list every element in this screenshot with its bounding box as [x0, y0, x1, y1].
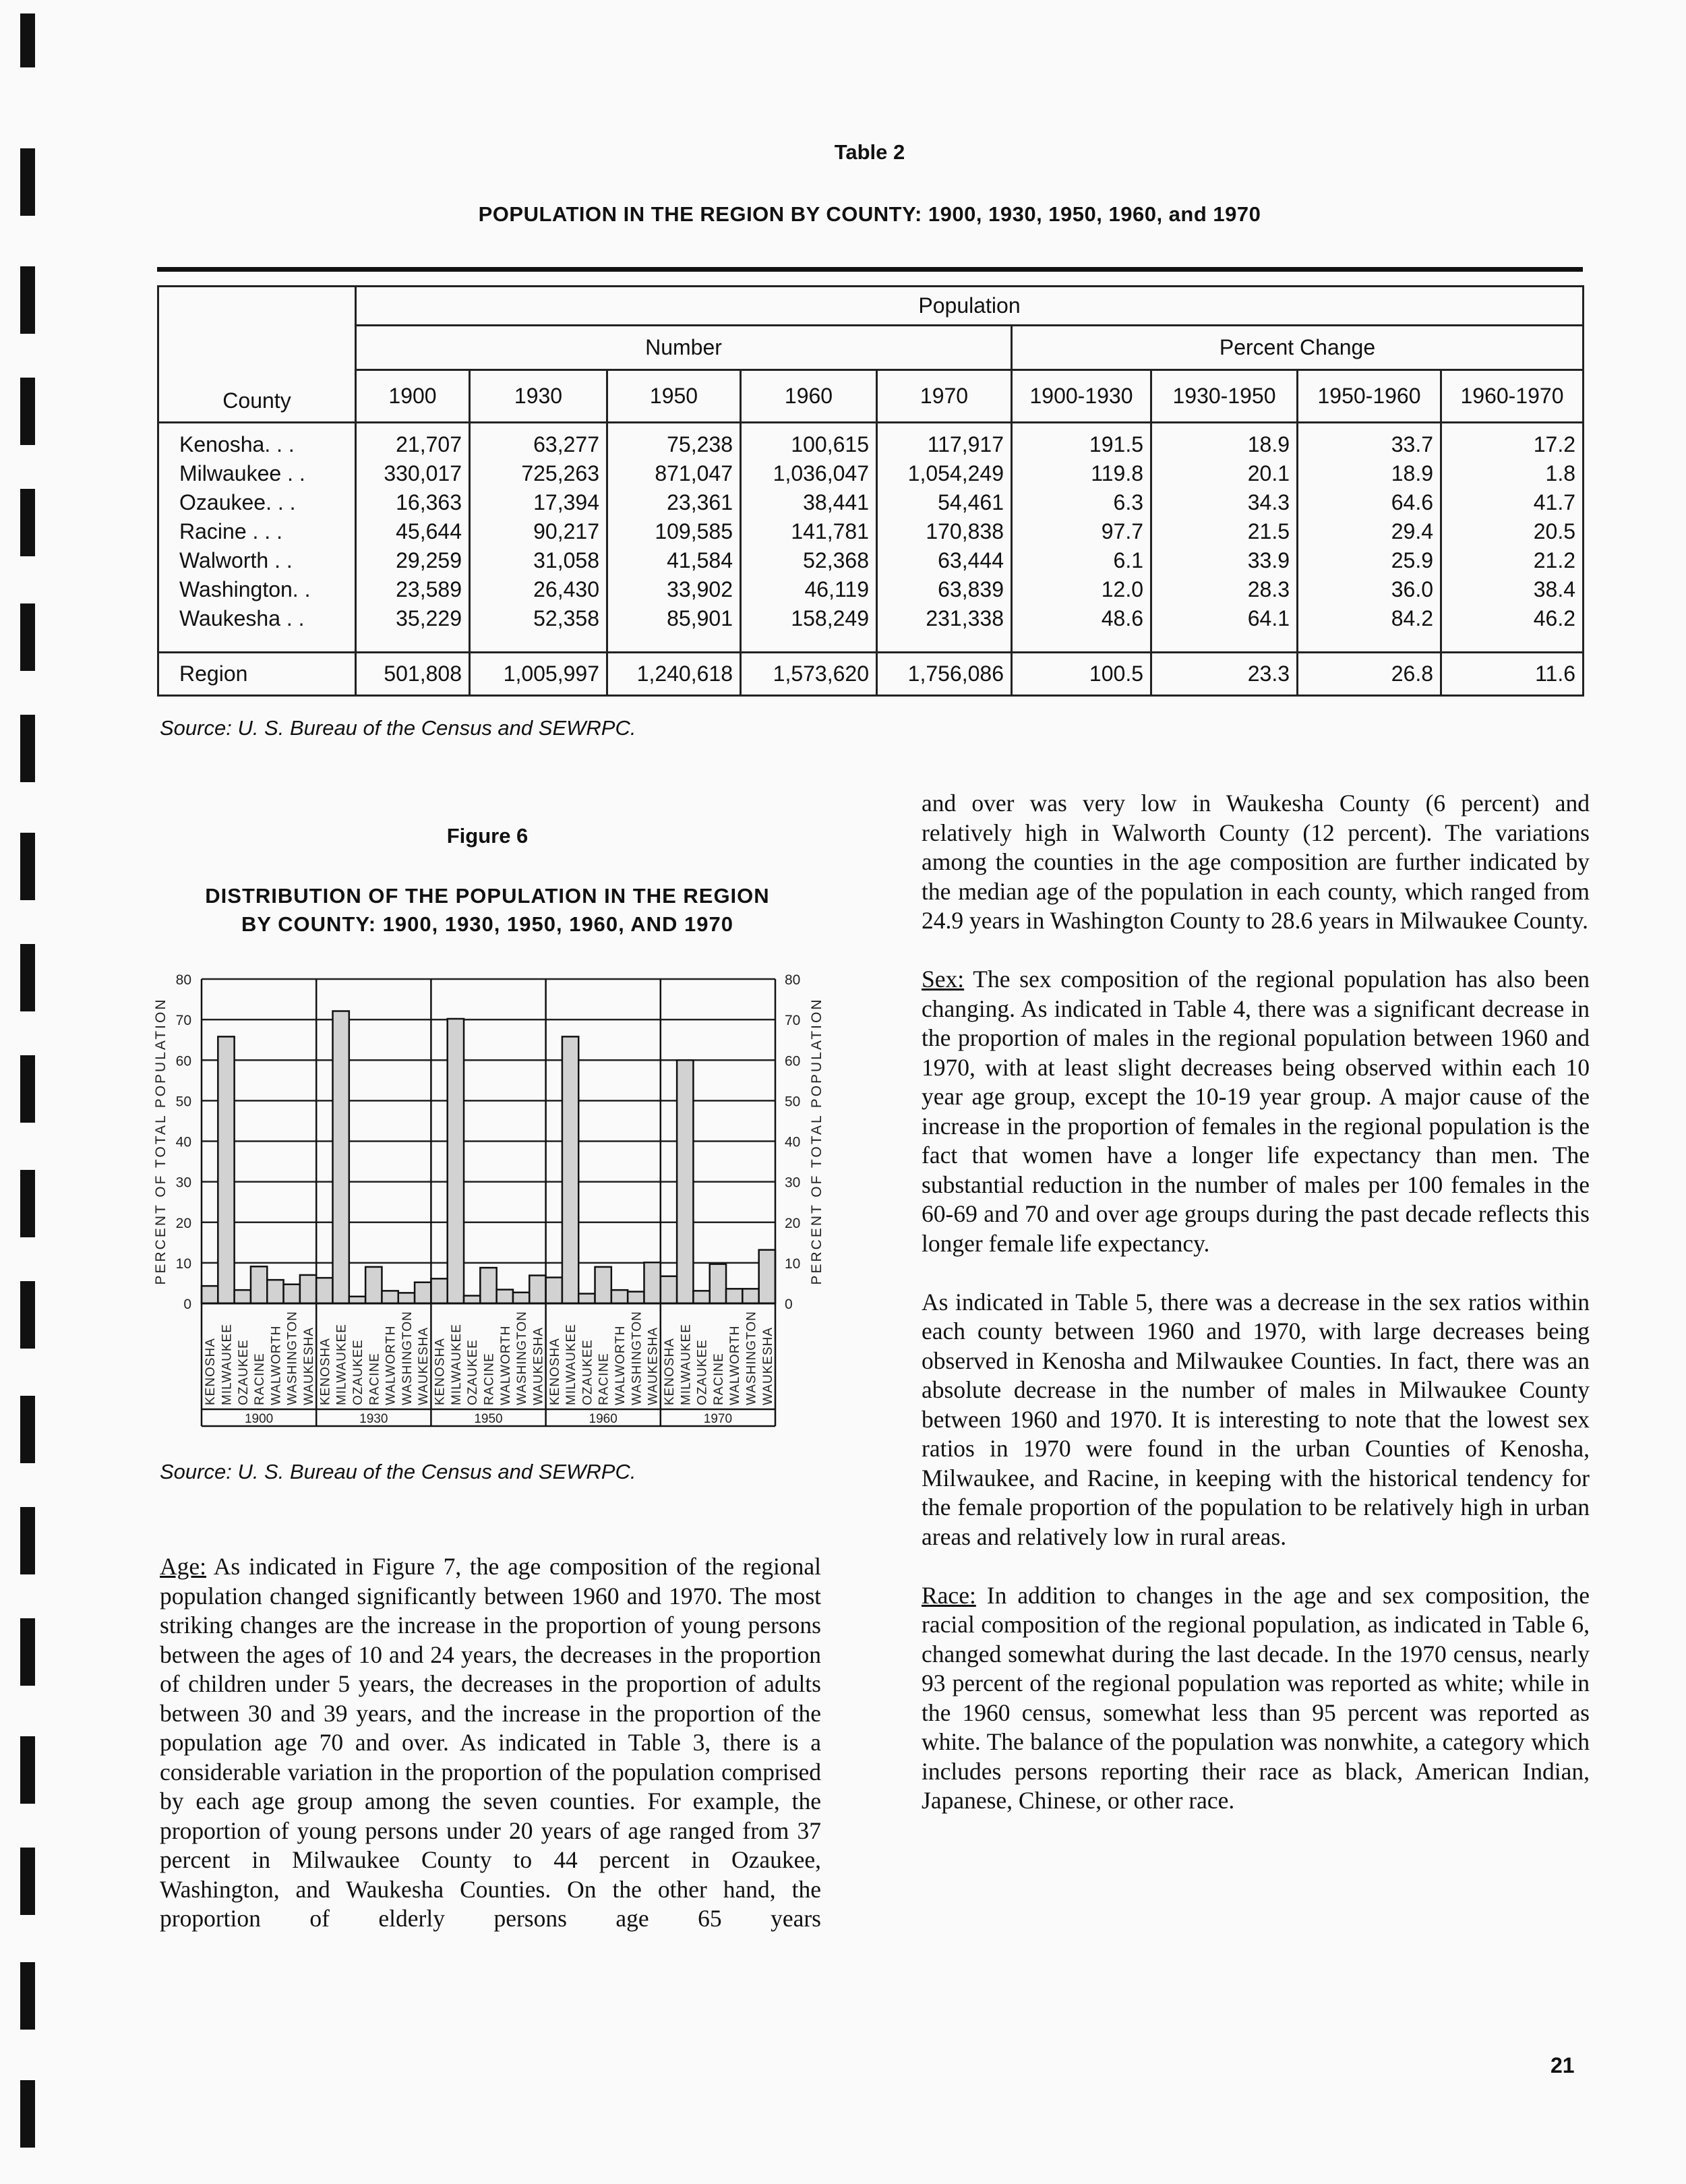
figure-title-line1: DISTRIBUTION OF THE POPULATION IN THE REGION	[205, 884, 770, 908]
category-label: KENOSHA	[204, 1338, 218, 1405]
header-percent-change: Percent Change	[1012, 326, 1584, 370]
group-year-label: 1930	[359, 1412, 388, 1426]
table-cell: Milwaukee . .	[179, 461, 305, 485]
category-label: WALWORTH	[384, 1325, 398, 1405]
table-cell: 23.3	[1151, 653, 1298, 696]
table-caption: Table 2	[834, 140, 905, 164]
bar	[300, 1275, 316, 1303]
race-paragraph: In addition to changes in the age and sex composition, the racial composition of the regional population, as indicated in Table 6, changed somewhat during the last decade. In the 1970 census, nearly 93 percent of the regional population was reported as white; while in the 1960 census, somewhat less than 95 percent was reported as white. The balance of the population was nonwhite, a category which includes persons reporting their race as black, American Indian, Japanese, Chinese, or other race.	[922, 1581, 1590, 1814]
table-cell: 33.9	[1247, 548, 1290, 572]
bar	[497, 1290, 513, 1303]
sex-heading: Sex:	[922, 966, 965, 993]
category-label: OZAUKEE	[351, 1339, 365, 1405]
header-year: 1960	[741, 370, 877, 423]
race-heading: Race:	[922, 1581, 976, 1609]
table-cell: 20.5	[1533, 519, 1575, 543]
category-label: RACINE	[367, 1353, 382, 1405]
header-year: 1900	[356, 370, 470, 423]
age-paragraph-continued: and over was very low in Waukesha County (6 percent) and relatively high in Walworth County (12 percent). The variations among the counties in the age composition are further indicated by the median age of the population in each county, which ranged from 24.9 years in Washington County to 28.6 years in Milwaukee County.	[922, 790, 1590, 934]
binding-hole	[20, 1618, 35, 1686]
y-axis-label: PERCENT OF TOTAL POPULATION	[153, 997, 169, 1285]
header-period: 1950-1960	[1298, 370, 1441, 423]
bar	[611, 1290, 628, 1303]
table-cell: 170,838	[926, 519, 1004, 543]
y-tick-label-right: 10	[785, 1256, 801, 1272]
y-axis-label-right: PERCENT OF TOTAL POPULATION	[809, 997, 824, 1285]
bar	[333, 1011, 349, 1303]
bar	[693, 1291, 709, 1303]
category-label: WALWORTH	[498, 1325, 513, 1405]
table-cell: 1,036,047	[773, 461, 869, 485]
binding-hole	[20, 715, 35, 782]
bar	[562, 1036, 578, 1303]
region-row	[158, 653, 1584, 696]
category-label: MILWAUKEE	[449, 1324, 464, 1405]
category-label: WASHINGTON	[400, 1311, 415, 1405]
table-cell: 29.4	[1391, 519, 1433, 543]
category-label: WAUKESHA	[646, 1326, 661, 1405]
number-column	[607, 423, 741, 653]
binding-hole	[20, 266, 35, 334]
table-cell: 35,229	[396, 606, 462, 630]
bar	[415, 1282, 431, 1303]
bar	[382, 1291, 398, 1303]
bar	[431, 1278, 447, 1303]
binding-hole	[20, 1281, 35, 1349]
table-cell: 63,444	[938, 548, 1004, 572]
table-cell: 23,589	[396, 577, 462, 601]
table-cell: 6.3	[1113, 490, 1143, 514]
table-cell: 64.6	[1391, 490, 1433, 514]
bar	[218, 1036, 234, 1303]
bar	[251, 1266, 267, 1303]
table-cell: 45,644	[396, 519, 462, 543]
table-cell: 871,047	[655, 461, 733, 485]
category-label: MILWAUKEE	[220, 1324, 235, 1405]
county-rows	[158, 423, 1584, 653]
category-label: RACINE	[482, 1353, 497, 1405]
binding-hole	[20, 1848, 35, 1915]
bar	[742, 1289, 758, 1303]
bar	[316, 1278, 332, 1303]
table-cell: 1,573,620	[741, 653, 877, 696]
table-cell: 38,441	[803, 490, 869, 514]
figure-title-line2: BY COUNTY: 1900, 1930, 1950, 1960, AND 1970	[241, 912, 733, 936]
y-tick-label: 60	[175, 1053, 191, 1069]
table-cell: 63,839	[938, 577, 1004, 601]
y-tick-label: 50	[175, 1094, 191, 1110]
y-tick-label: 70	[175, 1013, 191, 1029]
y-tick-label-right: 20	[785, 1215, 801, 1231]
category-label: KENOSHA	[662, 1338, 677, 1405]
binding-hole	[20, 1055, 35, 1123]
table-cell: 75,238	[667, 432, 733, 456]
table-cell: 52,358	[533, 606, 599, 630]
table-cell: Region	[158, 653, 356, 696]
header-year: 1930	[470, 370, 607, 423]
change-column	[1441, 423, 1584, 653]
table-cell: 29,259	[396, 548, 462, 572]
table-cell: 48.6	[1101, 606, 1143, 630]
category-label: RACINE	[597, 1353, 611, 1405]
number-column	[470, 423, 607, 653]
y-tick-label-right: 60	[785, 1053, 801, 1069]
header-county: County	[158, 287, 356, 423]
bar	[513, 1293, 529, 1303]
age-heading: Age:	[160, 1553, 207, 1580]
table-cell: 17.2	[1533, 432, 1575, 456]
table-cell: 63,277	[533, 432, 599, 456]
population-table	[157, 285, 1584, 697]
table-cell: 28.3	[1247, 577, 1290, 601]
table-cell: 54,461	[938, 490, 1004, 514]
binding-hole	[20, 1396, 35, 1463]
y-tick-label: 40	[175, 1134, 191, 1150]
category-label: WAUKESHA	[531, 1326, 546, 1405]
binding-hole	[20, 1736, 35, 1804]
table-cell: 501,808	[356, 653, 470, 696]
binding-hole	[20, 833, 35, 900]
category-label: OZAUKEE	[236, 1339, 251, 1405]
bar	[349, 1297, 365, 1303]
table-cell: 97.7	[1101, 519, 1143, 543]
left-column	[160, 1552, 821, 1963]
bar	[448, 1019, 464, 1303]
table-cell: 38.4	[1533, 577, 1575, 601]
table-title: POPULATION IN THE REGION BY COUNTY: 1900, 1930, 1950, 1960, and 1970	[478, 202, 1261, 226]
y-tick-label-right: 80	[785, 972, 801, 988]
number-column	[356, 423, 470, 653]
bar	[267, 1280, 283, 1303]
header-year: 1970	[877, 370, 1012, 423]
category-label: WAUKESHA	[417, 1326, 431, 1405]
table-cell: 90,217	[533, 519, 599, 543]
category-label: WALWORTH	[728, 1325, 743, 1405]
bar	[759, 1250, 775, 1303]
category-label: RACINE	[711, 1353, 726, 1405]
table-cell: 1,054,249	[907, 461, 1004, 485]
table-cell: Washington. .	[179, 577, 311, 601]
table-cell: 117,917	[927, 432, 1004, 456]
category-label: KENOSHA	[433, 1338, 448, 1405]
bar	[628, 1292, 644, 1303]
table-cell: 52,368	[803, 548, 869, 572]
table-cell: 1,240,618	[607, 653, 741, 696]
table-cell: 46,119	[804, 577, 869, 601]
table-cell: Racine . . .	[179, 519, 282, 543]
county-column	[158, 423, 356, 653]
y-tick-label-right: 30	[785, 1175, 801, 1191]
category-label: WASHINGTON	[744, 1311, 759, 1405]
category-label: KENOSHA	[318, 1338, 333, 1405]
bar	[529, 1276, 545, 1303]
category-label: WALWORTH	[269, 1325, 284, 1405]
table-cell: 25.9	[1391, 548, 1433, 572]
category-label: WAUKESHA	[302, 1326, 317, 1405]
category-label: MILWAUKEE	[564, 1324, 579, 1405]
table-rule	[157, 267, 1583, 272]
bar	[710, 1264, 726, 1303]
header-year: 1950	[607, 370, 741, 423]
table-cell: 84.2	[1391, 606, 1433, 630]
table-cell: 1.8	[1545, 461, 1575, 485]
bar	[578, 1294, 595, 1303]
bar	[235, 1290, 251, 1303]
change-column	[1012, 423, 1151, 653]
binding-hole	[20, 2080, 35, 2148]
binding-hole	[20, 13, 35, 67]
bar	[464, 1296, 480, 1303]
header-number: Number	[356, 326, 1012, 370]
binding-hole	[20, 489, 35, 556]
category-label: WASHINGTON	[285, 1311, 300, 1405]
category-label: KENOSHA	[547, 1338, 562, 1405]
y-tick-label: 80	[175, 972, 191, 988]
table-cell: 34.3	[1247, 490, 1290, 514]
bar	[284, 1285, 300, 1303]
table-cell: 33.7	[1391, 432, 1433, 456]
group-year-label: 1900	[244, 1412, 274, 1426]
table-cell: 26.8	[1298, 653, 1441, 696]
table-cell: 1,005,997	[470, 653, 607, 696]
table-cell: 46.2	[1533, 606, 1575, 630]
change-column	[1151, 423, 1298, 653]
table-source: Source: U. S. Bureau of the Census and SEWRPC.	[160, 716, 636, 740]
right-column	[922, 789, 1590, 1845]
page-number: 21	[1550, 2053, 1575, 2077]
table-cell: 41,584	[667, 548, 733, 572]
binding-hole	[20, 603, 35, 671]
category-label: WALWORTH	[613, 1325, 628, 1405]
y-tick-label: 0	[183, 1297, 191, 1312]
change-column	[1298, 423, 1441, 653]
number-column	[877, 423, 1012, 653]
table-cell: 21.5	[1247, 519, 1290, 543]
table-cell: 23,361	[667, 490, 733, 514]
table-cell: 191.5	[1089, 432, 1143, 456]
bar	[677, 1060, 693, 1303]
y-tick-label: 20	[175, 1215, 191, 1231]
category-label: OZAUKEE	[580, 1339, 595, 1405]
figure-source: Source: U. S. Bureau of the Census and SEWRPC.	[160, 1460, 636, 1483]
table-cell: 119.8	[1091, 461, 1143, 485]
bar	[546, 1278, 562, 1303]
table-cell: Ozaukee. . .	[179, 490, 296, 514]
table-cell: 33,902	[667, 577, 733, 601]
y-tick-label-right: 50	[785, 1094, 801, 1110]
table-cell: 100.5	[1012, 653, 1151, 696]
binding-hole	[20, 1170, 35, 1237]
table-cell: 330,017	[384, 461, 462, 485]
table-cell: 18.9	[1391, 461, 1433, 485]
y-tick-label-right: 40	[785, 1134, 801, 1150]
table-cell: 725,263	[521, 461, 599, 485]
category-label: WASHINGTON	[630, 1311, 644, 1405]
population-distribution-chart	[135, 957, 849, 1443]
group-year-label: 1960	[589, 1412, 618, 1426]
table-cell: 36.0	[1391, 577, 1433, 601]
table-cell: 1,756,086	[877, 653, 1012, 696]
header-period: 1960-1970	[1441, 370, 1584, 423]
category-label: MILWAUKEE	[679, 1324, 694, 1405]
y-tick-label: 30	[175, 1175, 191, 1191]
table-cell: 6.1	[1113, 548, 1143, 572]
table-cell: Waukesha . .	[179, 606, 305, 630]
binding-hole	[20, 944, 35, 1011]
binding-hole	[20, 1507, 35, 1574]
table-cell: 158,249	[791, 606, 869, 630]
figure-title	[150, 882, 824, 939]
table-cell: 18.9	[1247, 432, 1290, 456]
binding-hole	[20, 1962, 35, 2030]
category-label: RACINE	[253, 1353, 268, 1405]
table-cell: 20.1	[1247, 461, 1290, 485]
category-label: OZAUKEE	[466, 1339, 481, 1405]
figure-caption: Figure 6	[446, 824, 529, 848]
table-cell: 31,058	[533, 548, 599, 572]
table-cell: Walworth . .	[179, 548, 293, 572]
bar	[726, 1289, 742, 1303]
table-cell: 141,781	[791, 519, 869, 543]
table-cell: 21,707	[396, 432, 462, 456]
table-cell: 231,338	[926, 606, 1004, 630]
table-cell: 21.2	[1533, 548, 1575, 572]
bar	[202, 1286, 218, 1303]
header-period: 1900-1930	[1012, 370, 1151, 423]
table-cell: 109,585	[655, 519, 733, 543]
bar	[661, 1276, 677, 1303]
bar	[365, 1267, 382, 1303]
table-cell: 26,430	[533, 577, 599, 601]
y-tick-label-right: 0	[785, 1297, 793, 1312]
sex-paragraph: The sex composition of the regional population has also been changing. As indicated in Table 4, there was a significant decrease in the proportion of males in the regional population between 1960 and 1970, with at least slight decreases being observed within each 10 year age group, except the 10-19 year group. A major cause of the increase in the proportion of females in the regional population is the fact that women have a longer life expectancy than men. The substantial reduction in the number of males per 100 females in the 60-69 and 70 and over age groups during the past decade reflects this longer female life expectancy.	[922, 966, 1590, 1257]
table-cell: 100,615	[791, 432, 869, 456]
number-column	[741, 423, 877, 653]
bar	[595, 1267, 611, 1303]
table-cell: 16,363	[396, 490, 462, 514]
bar	[398, 1293, 415, 1303]
table-cell: 11.6	[1441, 653, 1584, 696]
header-period: 1930-1950	[1151, 370, 1298, 423]
bar	[480, 1268, 496, 1303]
category-label: WAUKESHA	[760, 1326, 775, 1405]
table-cell: 17,394	[533, 490, 599, 514]
table-cell: 41.7	[1533, 490, 1575, 514]
category-label: OZAUKEE	[695, 1339, 710, 1405]
group-year-label: 1950	[474, 1412, 503, 1426]
bar	[644, 1262, 660, 1303]
table-cell: Kenosha. . .	[179, 432, 295, 456]
table-cell: 64.1	[1247, 606, 1290, 630]
binding-hole	[20, 378, 35, 445]
age-paragraph: As indicated in Figure 7, the age composition of the regional population changed significantly between 1960 and 1970. The most striking changes are the increase in the proportion of young persons between the ages of 10 and 24 years, the decreases in the proportion of children under 5 years, the decreases in the proportion of adults between 30 and 39 years, and the increase in the proportion of the population age 70 and over. As indicated in Table 3, there is a considerable variation in the proportion of the population comprised by each age group among the seven counties. For example, the proportion of young persons under 20 years of age ranged from 37 percent in Milwaukee County to 44 percent in Ozaukee, Washington, and Waukesha Counties. On the other hand, the proportion of elderly persons age 65 years	[160, 1553, 821, 1932]
table-cell: 85,901	[667, 606, 733, 630]
category-label: WASHINGTON	[515, 1311, 530, 1405]
sex-ratio-paragraph: As indicated in Table 5, there was a decrease in the sex ratios within each county between 1960 and 1970, with large decreases being observed in Kenosha and Milwaukee Counties. In fact, there was an absolute decrease in the number of males in Milwaukee County between 1960 and 1970. It is interesting to note that the lowest sex ratios in 1970 were found in the urban Counties of Kenosha, Milwaukee, and Racine, in keeping with the historical tendency for the female proportion of the population to be relatively high in urban areas and relatively low in rural areas.	[922, 1288, 1590, 1550]
y-tick-label-right: 70	[785, 1013, 801, 1029]
category-label: MILWAUKEE	[334, 1324, 349, 1405]
table-cell: 12.0	[1101, 577, 1143, 601]
header-population: Population	[356, 287, 1584, 326]
group-year-label: 1970	[703, 1412, 733, 1426]
y-tick-label: 10	[175, 1256, 191, 1272]
